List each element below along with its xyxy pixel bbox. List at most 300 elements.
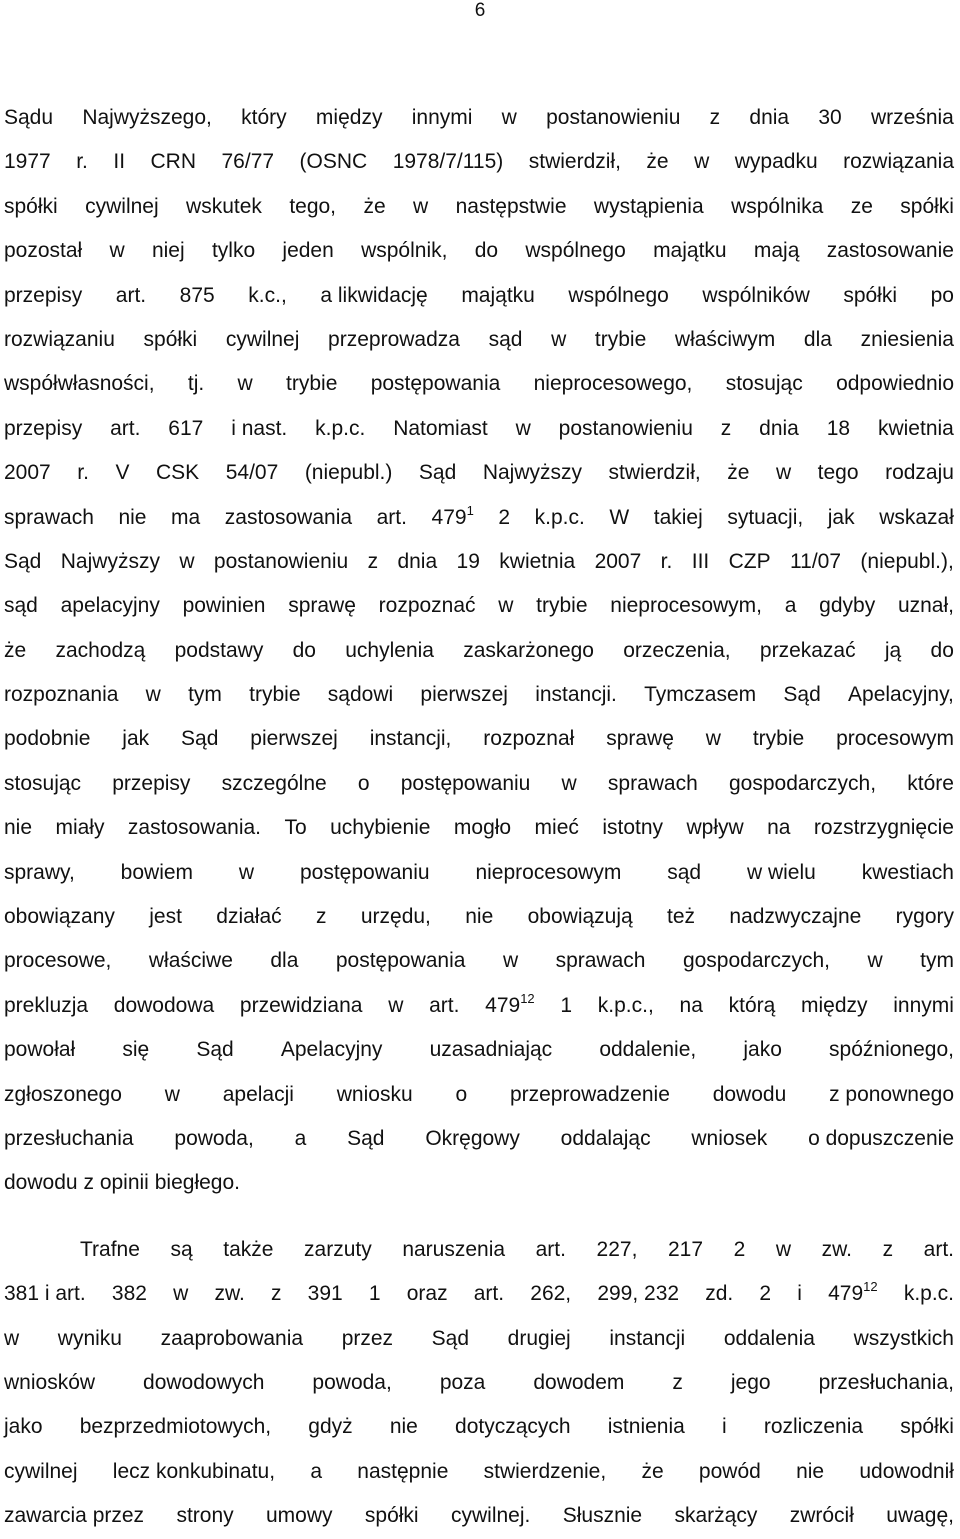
word: Apelacyjny — [280, 1038, 383, 1062]
word: spółki — [843, 283, 898, 307]
word: następstwie — [455, 194, 567, 218]
word: postanowieniu — [213, 549, 349, 573]
word: uzasadniając — [429, 1038, 553, 1062]
word: gdyby — [819, 594, 876, 618]
word: istnienia — [607, 1415, 685, 1439]
word: 2007 — [4, 461, 51, 485]
word: dowodu — [712, 1082, 787, 1106]
word: miały — [55, 816, 105, 840]
word: zwrócił — [789, 1504, 854, 1528]
word: Trafne — [80, 1237, 140, 1261]
word: kwietnia — [877, 416, 954, 440]
word: To — [284, 816, 307, 840]
word: Sąd — [4, 549, 42, 573]
word: stosując — [725, 372, 803, 396]
word: 381 i art. — [4, 1282, 86, 1306]
word: rygory — [895, 905, 954, 929]
word: Sąd — [783, 683, 821, 707]
word: także — [223, 1237, 274, 1261]
word: 391 — [307, 1282, 343, 1306]
word: w wielu — [746, 860, 816, 884]
word: nie — [4, 816, 33, 840]
word: mają — [753, 239, 800, 263]
word: dowodem — [533, 1370, 625, 1394]
word: i — [722, 1415, 727, 1439]
word: jeden — [282, 239, 334, 263]
word: Sądu — [4, 106, 54, 129]
word: CZP — [728, 549, 771, 573]
word: niej — [151, 239, 185, 263]
word: oddalenia — [723, 1326, 815, 1350]
word: na — [679, 993, 703, 1017]
word: prekluzja — [4, 993, 89, 1017]
word: 299, 232 — [597, 1282, 680, 1306]
word: w — [145, 683, 161, 707]
word: dotyczących — [455, 1415, 571, 1439]
word: jak — [827, 505, 855, 529]
word: w — [4, 1326, 20, 1350]
word: że — [363, 194, 386, 218]
text-line — [4, 939, 954, 983]
word: powód — [698, 1459, 761, 1483]
word: cywilnej — [225, 327, 300, 351]
word: Okręgowy — [425, 1126, 520, 1150]
word: z — [270, 1282, 282, 1306]
word: w — [502, 949, 519, 973]
word: do — [292, 638, 316, 662]
word: r. — [77, 461, 89, 485]
word: tym — [920, 949, 954, 973]
text-line — [4, 540, 954, 584]
word: k.p.c. — [315, 416, 366, 440]
text-line — [4, 762, 954, 806]
word: sprawy, — [4, 860, 75, 884]
word: dla — [270, 949, 299, 973]
word: r. — [660, 549, 673, 573]
word: urzędu, — [360, 905, 431, 929]
word: przepisy — [4, 283, 83, 307]
text-line — [4, 1361, 954, 1405]
word: 227, — [596, 1237, 638, 1261]
word: majątku — [653, 239, 727, 263]
word: zw. — [214, 1282, 245, 1306]
word: stwierdził, — [528, 150, 621, 174]
word: oraz — [406, 1282, 448, 1306]
word: że — [727, 461, 750, 485]
text-line — [4, 1228, 954, 1272]
word: 875 — [179, 283, 215, 307]
word: art. — [923, 1237, 954, 1261]
word: wystąpienia — [593, 194, 704, 218]
word: sąd — [488, 327, 523, 351]
word: postępowania — [370, 372, 501, 396]
text-line — [4, 318, 954, 362]
superscript: 12 — [520, 990, 535, 1006]
word: zarzuty — [304, 1237, 372, 1261]
word: majątku — [461, 283, 535, 307]
word: istotny — [602, 816, 664, 840]
word: 1 — [560, 993, 573, 1017]
word: postępowania — [335, 949, 466, 973]
text-line — [4, 1161, 954, 1205]
text-line — [4, 362, 954, 406]
word: uchylenia — [345, 638, 434, 662]
word: 19 — [456, 549, 480, 573]
word: gospodarczych, — [728, 771, 877, 795]
word: w — [775, 461, 792, 485]
word: ją — [884, 638, 902, 662]
word: którą — [728, 993, 776, 1017]
word: obowiązują — [527, 905, 633, 929]
word: 382 — [111, 1282, 147, 1306]
document-body — [4, 96, 954, 1539]
word: dowodu — [4, 1171, 78, 1195]
word: nieprocesowym, — [610, 594, 762, 618]
word: przez — [341, 1326, 394, 1350]
word: między — [315, 106, 383, 129]
word: jego — [730, 1370, 771, 1394]
word: naruszenia — [402, 1237, 506, 1261]
text-line — [4, 1117, 954, 1161]
superscript: 12 — [863, 1279, 878, 1295]
word: II — [113, 150, 126, 174]
word: wspólników — [702, 283, 810, 307]
word: wskutek — [186, 194, 262, 218]
word: k.p.c. — [534, 505, 585, 529]
word: postanowieniu — [546, 106, 681, 129]
word: wpływ — [686, 816, 744, 840]
text-line — [4, 806, 954, 850]
text-line — [4, 1028, 954, 1072]
word: art. — [376, 505, 407, 529]
word: tj. — [187, 372, 205, 396]
word: sprawach — [607, 771, 698, 795]
word: uwagę, — [886, 1504, 954, 1528]
word: pierwszej — [250, 727, 338, 751]
word: z — [709, 106, 721, 129]
word: w — [561, 771, 577, 795]
article-number: $479^{12}$ — [828, 1279, 878, 1306]
word: między — [801, 993, 868, 1017]
word: dla — [803, 327, 832, 351]
word: W — [609, 505, 630, 529]
word: instancji, — [369, 727, 452, 751]
word: trybie — [249, 683, 301, 707]
text-line — [4, 1494, 954, 1538]
word: że — [4, 638, 27, 662]
word: na — [767, 816, 791, 840]
word: z — [316, 905, 327, 929]
word: instancji. — [535, 683, 617, 707]
word: wspólnik, — [361, 239, 448, 263]
word: (niepubl.) — [304, 461, 393, 485]
text-line — [4, 140, 954, 184]
word: sprawę — [606, 727, 674, 751]
word: przewidziana — [239, 993, 363, 1017]
word: ze — [850, 194, 873, 218]
word: przeprowadzenie — [509, 1082, 670, 1106]
word: spóźnionego, — [829, 1038, 954, 1062]
word: zgłoszonego — [4, 1082, 122, 1106]
word: zastosowania — [224, 505, 353, 529]
word: art. — [473, 1282, 505, 1306]
text-line — [4, 96, 954, 140]
word: Najwyższego, — [82, 106, 212, 129]
word: k.c., — [248, 283, 287, 307]
word: zastosowania. — [127, 816, 261, 840]
text-line — [4, 984, 954, 1028]
word: zw. — [821, 1237, 852, 1261]
word: cywilnej. — [450, 1504, 531, 1528]
word: r. — [76, 150, 88, 174]
word: dnia — [397, 549, 438, 573]
word: w — [388, 993, 404, 1017]
word: 1978/7/115) — [392, 150, 504, 174]
word: trybie — [286, 372, 338, 396]
word: w — [694, 150, 710, 174]
word: Sąd — [196, 1038, 234, 1062]
word: o — [357, 771, 370, 795]
word: powołał — [4, 1038, 76, 1062]
word: w — [501, 106, 517, 129]
word: nieprocesowym — [475, 860, 622, 884]
word: rozstrzygnięcie — [813, 816, 954, 840]
word: gospodarczych, — [682, 949, 831, 973]
text-line — [4, 1073, 954, 1117]
word: skarżący — [674, 1504, 758, 1528]
word: działać — [216, 905, 282, 929]
word: podstawy — [174, 638, 264, 662]
word: ma — [171, 505, 201, 529]
word: postanowieniu — [558, 416, 693, 440]
text-line — [4, 274, 954, 318]
text-line — [4, 584, 954, 628]
text-line — [4, 673, 954, 717]
word: zniesienia — [860, 327, 954, 351]
word: sąd — [4, 594, 38, 618]
text-line — [4, 1450, 954, 1494]
word: rozpoznania — [4, 683, 119, 707]
word: kwietnia — [499, 549, 576, 573]
word: 217 — [668, 1237, 704, 1261]
word: art. — [535, 1237, 566, 1261]
word: wypadku — [734, 150, 818, 174]
word: sądowi — [327, 683, 394, 707]
word: w — [173, 1282, 189, 1306]
word: rozwiązaniu — [4, 327, 115, 351]
word: instancji — [609, 1326, 686, 1350]
word: nie — [389, 1415, 418, 1439]
word: zd. — [705, 1282, 734, 1306]
word: sprawach — [4, 505, 94, 529]
word: rodzaju — [885, 461, 954, 485]
word: 18 — [826, 416, 851, 440]
word: w — [238, 860, 255, 884]
word: 2 — [733, 1237, 746, 1261]
word: następnie — [357, 1459, 449, 1483]
text-line — [4, 496, 954, 540]
word: cywilnej — [85, 194, 159, 218]
word: trybie — [752, 727, 805, 751]
word: pozostał — [4, 239, 83, 263]
word: w — [164, 1082, 180, 1106]
word: trybie — [536, 594, 588, 618]
word: uchybienie — [330, 816, 431, 840]
word: w — [237, 372, 253, 396]
word: wniosku — [336, 1082, 413, 1106]
word: bezprzedmiotowych, — [79, 1415, 272, 1439]
word: 2 — [759, 1282, 772, 1306]
word: stosując — [4, 771, 82, 795]
word: zachodzą — [55, 638, 146, 662]
word: stwierdzenie, — [483, 1459, 607, 1483]
word: się — [122, 1038, 150, 1062]
word: Apelacyjny, — [848, 683, 954, 707]
word: Tymczasem — [644, 683, 757, 707]
word: jest — [149, 905, 182, 929]
word: który — [241, 106, 287, 129]
word: też — [667, 905, 696, 929]
word: spółki — [364, 1504, 419, 1528]
word: jako — [743, 1038, 782, 1062]
word: nieprocesowego, — [533, 372, 693, 396]
word: nie — [118, 505, 147, 529]
word: podobnie — [4, 727, 91, 751]
word: procesowym — [836, 727, 954, 751]
word: 262, — [530, 1282, 572, 1306]
word: Najwyższy — [482, 461, 582, 485]
word: cywilnej — [4, 1459, 78, 1483]
word: dowodowa — [113, 993, 215, 1017]
word: a likwidację — [320, 283, 428, 307]
word: spółki — [143, 327, 198, 351]
word: gdyż — [308, 1415, 353, 1439]
word: 1 — [368, 1282, 381, 1306]
word: z — [882, 1237, 894, 1261]
word: w — [179, 549, 195, 573]
word: nie — [465, 905, 494, 929]
word: CSK — [156, 461, 200, 485]
word: tylko — [211, 239, 256, 263]
word: orzeczenia, — [623, 638, 731, 662]
word: sprawę — [288, 594, 356, 618]
word: postępowaniu — [299, 860, 430, 884]
word: zaaprobowania — [160, 1326, 304, 1350]
word: apelacyjny — [60, 594, 160, 618]
text-line — [4, 451, 954, 495]
word: z — [720, 416, 732, 440]
word: k.p.c., — [597, 993, 654, 1017]
word: tym — [188, 683, 222, 707]
word: zaskarżonego — [463, 638, 594, 662]
word: art. — [429, 993, 460, 1017]
word: z — [672, 1370, 683, 1394]
text-line — [4, 629, 954, 673]
word: właściwe — [148, 949, 233, 973]
word: (OSNC — [299, 150, 368, 174]
word: spółki — [4, 194, 58, 218]
word: trybie — [594, 327, 647, 351]
word: o dopuszczenie — [808, 1126, 954, 1150]
word: Sąd — [347, 1126, 385, 1150]
word: wspólnego — [525, 239, 626, 263]
word: lecz konkubinatu, — [112, 1459, 276, 1483]
word: rozpoznał — [483, 727, 575, 751]
word: 2 — [498, 505, 511, 529]
word: przesłuchania, — [818, 1370, 954, 1394]
word: z — [83, 1171, 94, 1195]
word: a — [294, 1126, 307, 1150]
word: 54/07 — [225, 461, 279, 485]
word: września — [871, 106, 954, 129]
word: że — [646, 150, 669, 174]
word: i — [797, 1282, 802, 1306]
word: uznał, — [897, 594, 954, 618]
word: Słusznie — [562, 1504, 643, 1528]
text-line — [4, 185, 954, 229]
word: art. — [110, 416, 141, 440]
word: sprawach — [555, 949, 646, 973]
word: Natomiast — [393, 416, 488, 440]
word: wszystkich — [853, 1326, 954, 1350]
word: o — [455, 1082, 468, 1106]
text-line — [4, 1405, 954, 1449]
word: w — [109, 239, 125, 263]
word: odpowiednio — [836, 372, 954, 396]
word: wspólnego — [568, 283, 669, 307]
word: przeprowadza — [328, 327, 460, 351]
word: stwierdził, — [608, 461, 701, 485]
word: dnia — [749, 106, 790, 129]
word: CRN — [150, 150, 197, 174]
word: z ponownego — [829, 1082, 954, 1106]
word: nadzwyczajne — [729, 905, 862, 929]
text-line — [4, 1272, 954, 1316]
word: 30 — [818, 106, 842, 129]
word: procesowe, — [4, 949, 112, 973]
word: Sąd — [431, 1326, 470, 1350]
word: 1977 — [4, 150, 51, 174]
word: apelacji — [222, 1082, 294, 1106]
word: spółki — [900, 1415, 954, 1439]
word: wniosek — [691, 1126, 768, 1150]
word: art. — [115, 283, 147, 307]
word: zawarcia przez — [4, 1504, 145, 1528]
text-line — [4, 229, 954, 273]
word: rozliczenia — [763, 1415, 864, 1439]
word: udowodnił — [859, 1459, 954, 1483]
word: do — [474, 239, 499, 263]
word: rozwiązania — [843, 150, 954, 174]
word: oddalenie, — [599, 1038, 697, 1062]
word: poza — [439, 1370, 486, 1394]
word: w — [413, 194, 429, 218]
word: Sąd — [181, 727, 219, 751]
page-number: 6 — [474, 0, 486, 21]
paragraph-gap — [4, 1206, 954, 1228]
word: biegłego. — [154, 1171, 240, 1195]
word: takiej — [653, 505, 703, 529]
text-line — [4, 407, 954, 451]
word: postępowaniu — [400, 771, 531, 795]
superscript: 1 — [466, 502, 474, 518]
word: mieć — [534, 816, 579, 840]
word: wniosków — [4, 1370, 96, 1394]
text-line — [4, 1317, 954, 1361]
word: Najwyższy — [60, 549, 160, 573]
word: które — [907, 771, 954, 795]
word: dowodowych — [143, 1370, 265, 1394]
